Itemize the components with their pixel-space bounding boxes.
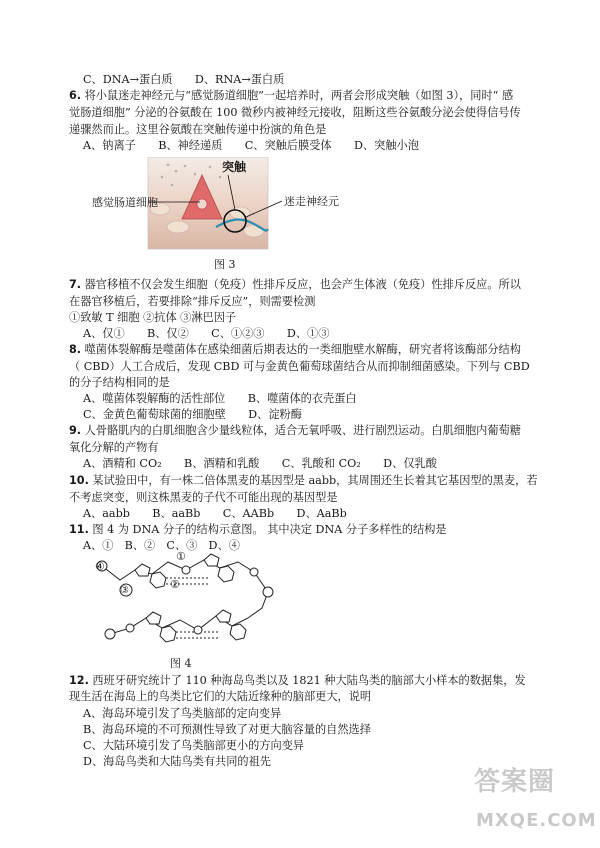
figure-4 xyxy=(90,548,290,648)
q8-line2: （ CBD）人工合成后，发现 CBD 可与金黄色葡萄球菌结合从而抑制细菌感染。下列与 CBD xyxy=(69,360,530,373)
q6-text1: 将小鼠迷走神经元与“感觉肠道细胞”一起培养时，两者会形成突触（如图 3），同时“ 感 xyxy=(84,89,514,102)
figure-3 xyxy=(90,157,370,255)
q8-line3: 的分子结构相同的是 xyxy=(69,376,170,389)
q10-text1: 某试验田中，有一株二倍体黑麦的基因型是 aabb，其周围还生长着其它基因型的黑麦，若 xyxy=(92,474,538,487)
q6-line3: 递骤然而止。这里谷氨酸在突触传递中扮演的角色是 xyxy=(69,123,327,136)
q11-options: A、① B、② C、③ D、④ xyxy=(83,539,240,552)
marker-3: ③ xyxy=(120,585,129,596)
q12-line2: 现生活在海岛上的鸟类比它们的大陆近缘种的脑部更大，说明 xyxy=(69,690,372,703)
marker-2: ② xyxy=(170,578,180,591)
q7-text1: 器官移植不仅会发生细胞（免疫）性排斥反应，也会产生体液（免疫）性排斥反应。所以 xyxy=(84,278,521,291)
q10-options: A、aabb B、aaBb C、AABb D、AaBb xyxy=(83,507,347,520)
q9-options: A、酒精和 CO₂ B、酒精和乳酸 C、乳酸和 CO₂ D、仅乳酸 xyxy=(83,457,437,470)
q7-line3: ①致敏 T 细胞 ②抗体 ③淋巴因子 xyxy=(69,311,237,324)
q7-number: 7. xyxy=(69,278,82,291)
q10-line2: 不考虑突变，则这株黑麦的子代不可能出现的基因型是 xyxy=(69,491,338,504)
q9-line2: 氧化分解的产物有 xyxy=(69,441,159,454)
q10-number: 10. xyxy=(69,474,89,487)
q7-line2: 在器官移植后，若要排除“排斥反应”，则需要检测 xyxy=(69,295,316,308)
q12-option-c: C、大陆环境引发了鸟类脑部更小的方向变异 xyxy=(83,739,305,752)
sensory-cell-label: 感觉肠道细胞 xyxy=(92,196,158,209)
q11-number: 11. xyxy=(69,523,89,536)
watermark-chinese: 答案圈 xyxy=(474,767,556,797)
q6-line2: 觉肠道细胞” 分泌的谷氨酸在 100 微秒内被神经元接收，阻断这些谷氨酸分泌会使得信号传 xyxy=(69,106,521,119)
marker-4: ④ xyxy=(95,560,105,573)
q12-option-b: B、海岛环境的不可预测性导致了对更大脑容量的自然选择 xyxy=(83,723,371,736)
q12-line1 xyxy=(69,672,560,689)
q12-option-d: D、海岛鸟类和大陆鸟类有共同的祖先 xyxy=(83,755,271,768)
q8-options-cd: C、金黄色葡萄球菌的细胞壁 D、淀粉酶 xyxy=(83,408,302,421)
q8-options-ab: A、噬菌体裂解酶的活性部位 B、噬菌体的衣壳蛋白 xyxy=(83,392,357,405)
watermark-url: MXQE.COM xyxy=(476,810,597,831)
q6-line1 xyxy=(69,87,560,104)
q9-number: 9. xyxy=(69,424,82,437)
vagus-neuron-label: 迷走神经元 xyxy=(284,195,339,208)
q9-line1 xyxy=(69,422,560,439)
q10-line1 xyxy=(69,472,560,489)
q7-options: A、仅① B、仅② C、①②③ D、①③ xyxy=(83,327,330,340)
marker-1: ① xyxy=(176,550,186,563)
q12-number: 12. xyxy=(69,674,89,687)
q12-option-a: A、海岛环境引发了鸟类脑部的定向变异 xyxy=(83,707,282,720)
q12-text1: 西班牙研究统计了 110 种海岛鸟类以及 1821 种大陆鸟类的脑部大小样本的数据集，发 xyxy=(92,674,526,687)
watermark-logo xyxy=(468,767,597,840)
q8-text1: 噬菌体裂解酶是噬菌体在感染细菌后期表达的一类细胞壁水解酶，研究者将该酶部分结构 xyxy=(84,343,521,356)
q8-line1 xyxy=(69,341,560,358)
figure-3-caption: 图 3 xyxy=(214,258,236,271)
q11-text1: 图 4 为 DNA 分子的结构示意图。 其中决定 DNA 分子多样性的结构是 xyxy=(92,523,447,536)
q11-line1 xyxy=(69,521,560,538)
q9-text1: 人骨骼肌内的白肌细胞含少量线粒体，适合无氧呼吸、进行剧烈运动。白肌细胞内葡萄糖 xyxy=(84,424,521,437)
q6-number: 6. xyxy=(69,89,82,102)
synapse-label: 突触 xyxy=(222,160,247,174)
figure-4-caption: 图 4 xyxy=(170,657,192,670)
q8-number: 8. xyxy=(69,343,82,356)
q5-options: C、DNA→蛋白质 D、RNA→蛋白质 xyxy=(83,73,285,86)
q6-options: A、钠离子 B、神经递质 C、突触后膜受体 D、突触小泡 xyxy=(83,139,419,152)
q7-line1 xyxy=(69,276,560,293)
